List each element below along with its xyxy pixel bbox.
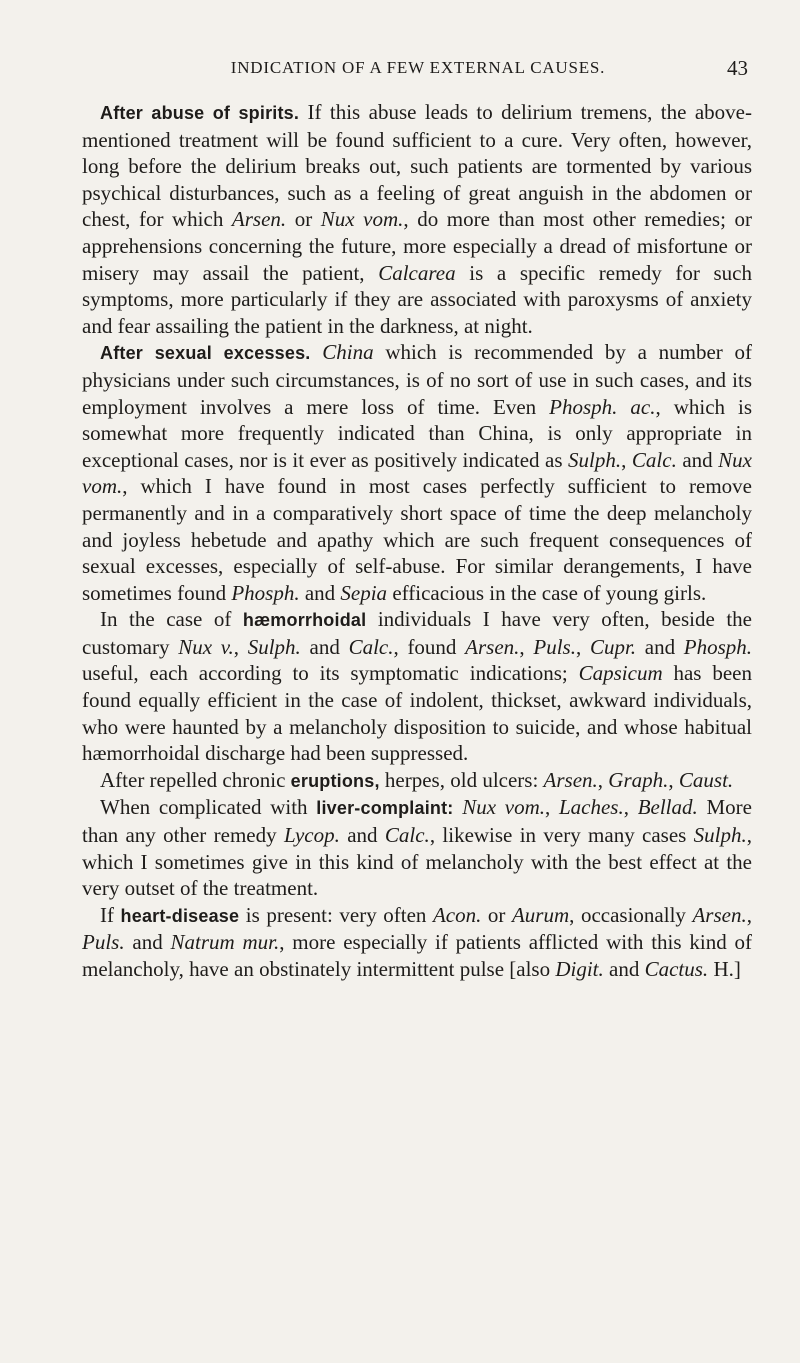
heading-spirits: After abuse of spirits. xyxy=(100,103,300,123)
text-run: , xyxy=(575,634,590,659)
text-run: individuals I have very often, beside the customary xyxy=(82,607,752,659)
topic-keyword: heart-disease xyxy=(120,905,240,926)
remedy-name: Natrum mur. xyxy=(170,930,280,955)
text-run: is present: very often xyxy=(239,902,433,927)
text-run: , xyxy=(621,447,632,472)
text-run: , xyxy=(519,634,534,659)
text-run: and xyxy=(603,957,645,981)
text-run: and xyxy=(299,580,341,605)
remedy-name: Arsen. xyxy=(692,902,747,927)
remedy-name: Sulph. xyxy=(568,447,622,472)
remedy-name: China xyxy=(322,340,374,365)
text-run: , do more than most other remedies; or apprehensions concerning the future, more especially a dread of misfortune or misery may assail the patient, xyxy=(82,207,752,285)
remedy-name: Phosph. ac. xyxy=(549,394,656,419)
text-run: , more especially if patients afflicted with this kind of melancholy, have an obstinately intermittent pulse [also xyxy=(82,930,752,981)
heading-sexual-excesses: After sexual excesses. xyxy=(100,343,311,364)
remedy-name: Capsicum xyxy=(578,661,663,686)
remedy-name: Phosph. xyxy=(683,634,753,659)
paragraph-sexual-excesses xyxy=(82,339,752,606)
text-run: which is recommended by a number of physicians under such circumstances, is of no sort of use in such cases, and its employment involves a mere loss of time. Even xyxy=(82,340,753,419)
text-run: and xyxy=(300,634,349,659)
remedy-name: Phosph. xyxy=(231,580,300,605)
text-run: In the case of xyxy=(100,607,243,632)
text-run: H.] xyxy=(708,957,741,981)
paragraph-eruptions xyxy=(82,767,752,795)
page-header xyxy=(88,56,748,82)
remedy-name: Sulph. xyxy=(247,634,301,659)
remedy-name: Calc. xyxy=(348,634,394,659)
paragraph-heart-disease xyxy=(82,902,752,983)
topic-keyword: liver-complaint: xyxy=(316,798,454,819)
text-run: , which I have found in most cases perfectly sufficient to remove permanently and in a comparatively short space of time the deep melancholy and joyless hebetude and apathy which are such frequent consequences of sexual excesses, especially of self-abuse. For similar derangements, I have sometimes found xyxy=(82,474,752,605)
text-run: and xyxy=(636,634,684,659)
remedy-name: Calc. xyxy=(384,823,430,848)
remedy-name: Arsen. xyxy=(543,767,598,792)
remedy-name: Lycop. xyxy=(283,823,340,848)
remedy-name: Calc. xyxy=(631,447,677,472)
paragraph-spirits xyxy=(82,99,752,339)
remedy-name: Laches. xyxy=(558,795,624,820)
text-run: , likewise in very many cases xyxy=(429,823,694,848)
remedy-name: Nux vom. xyxy=(320,207,404,232)
remedy-name: Sepia xyxy=(340,580,388,605)
text-run: has been found equally efficient in the case of indolent, thickset, awkward individuals, who were haunted by a melancholy disposition to suicide, and whose habitual hæmorrhoidal discharge had been suppressed. xyxy=(82,661,752,766)
page-number: 43 xyxy=(727,56,748,80)
text-run: , xyxy=(597,767,609,792)
text-run: and xyxy=(676,447,719,472)
paragraph-liver-complaint xyxy=(82,794,752,901)
text-run: or xyxy=(286,207,321,232)
text-run xyxy=(311,340,323,364)
remedy-name: Sulph. xyxy=(693,823,747,848)
remedy-name: Arsen. xyxy=(231,207,287,232)
text-run xyxy=(454,795,463,819)
text-run: If this abuse leads to delirium tremens, the above-mentioned treatment will be found sufficient to a cure. Very often, however, long before the delirium breaks out, such patients are tormented by various psychical disturbances, such as a feeling of great anguish in the abdomen or chest, for which xyxy=(82,100,752,232)
remedy-name: Cupr. xyxy=(589,634,637,659)
remedy-name: Calcarea xyxy=(378,260,456,285)
topic-keyword: hæmorrhoidal xyxy=(242,610,367,631)
text-run: , xyxy=(623,795,638,820)
remedy-name: Nux vom. xyxy=(82,447,752,499)
text-run: or xyxy=(481,902,512,927)
text-run: , xyxy=(746,902,752,927)
topic-keyword: eruptions, xyxy=(290,770,380,791)
remedy-name: Nux v. xyxy=(178,634,234,659)
text-run: , which is somewhat more frequently indicated than China, is only appropriate in exceptional cases, nor is it ever as positively indicated as xyxy=(82,394,753,472)
text-run: , xyxy=(545,795,559,820)
remedy-name: Puls. xyxy=(533,634,576,659)
text-run: , occasionally xyxy=(569,902,693,927)
paragraph-haemorrhoidal xyxy=(82,606,752,767)
text-run: and xyxy=(339,823,385,848)
remedy-name: Bellad. xyxy=(637,795,698,820)
text-run: and xyxy=(124,930,171,955)
text-run: herpes, old ulcers: xyxy=(379,767,544,792)
remedy-name: Caust. xyxy=(678,767,734,792)
text-run: , xyxy=(233,634,248,659)
remedy-name: Cactus. xyxy=(644,957,709,981)
text-run: , found xyxy=(393,634,466,659)
page-body xyxy=(82,99,752,983)
text-run: More than any other remedy xyxy=(82,795,752,848)
text-run: efficacious in the case of young girls. xyxy=(387,580,707,605)
text-run: , xyxy=(668,767,679,792)
remedy-name: Digit. xyxy=(555,957,604,981)
remedy-name: Arsen. xyxy=(465,634,520,659)
text-run: useful, each according to its symptomatic indications; xyxy=(82,661,579,686)
remedy-name: Graph. xyxy=(608,767,669,792)
running-title: INDICATION OF A FEW EXTERNAL CAUSES. xyxy=(230,58,606,77)
text-run: is a specific remedy for such symptoms, more particularly if they are associated with paroxysms of anxiety and fear assailing the patient in the darkness, at night. xyxy=(82,260,752,338)
text-run: When complicated with xyxy=(100,795,317,820)
remedy-name: Nux vom. xyxy=(462,795,546,820)
text-run: After repelled chronic xyxy=(100,767,291,792)
remedy-name: Aurum xyxy=(511,902,570,927)
text-run: If xyxy=(100,902,121,927)
remedy-name: Puls. xyxy=(82,930,125,955)
text-run: , which I sometimes give in this kind of melancholy with the best effect at the very outset of the treatment. xyxy=(82,823,753,901)
remedy-name: Acon. xyxy=(432,902,482,927)
